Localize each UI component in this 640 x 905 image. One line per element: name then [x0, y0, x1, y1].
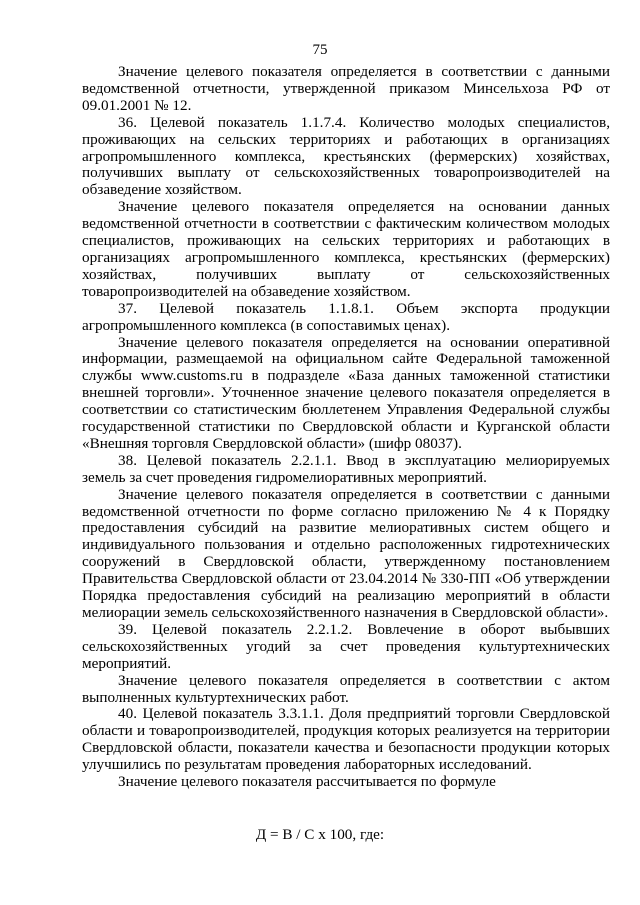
paragraph: Значение целевого показателя определяется на основании оперативной информации, размещаемой на официальном сайте Федеральной таможенной службы www.customs.ru в подразделе «База данных таможенной статистики внешней торговли». Уточненное значение целевого показателя определяется в соответствии со статистическим бюллетенем Управления Федеральной службы государственной статистики по Свердловской области и Курганской области «Внешняя торговля Свердловской области» (шифр 08037). — [82, 333, 610, 452]
paragraph: Значение целевого показателя определяется на основании данных ведомственной отчетности в соответствии с фактическим количеством молодых специалистов, проживающих на сельских территориях и работающих в организациях агропромышленного комплекса, крестьянских (фермерских) хозяйствах, получивших выплату от сельскохозяйственных товаропроизводителей на обзаведение хозяйством. — [82, 198, 610, 300]
paragraph: 39. Целевой показатель 2.2.1.2. Вовлечение в оборот выбывших сельскохозяйственных угодий за счет проведения культуртехнических мероприятий. — [82, 620, 610, 672]
page-number: 75 — [312, 42, 328, 58]
paragraph: 38. Целевой показатель 2.2.1.1. Ввод в эксплуатацию мелиорируемых земель за счет проведения гидромелиоративных мероприятий. — [82, 451, 610, 486]
paragraph: 37. Целевой показатель 1.1.8.1. Объем экспорта продукции агропромышленного комплекса (в сопоставимых ценах). — [82, 299, 610, 334]
paragraph: Значение целевого показателя определяется в соответствии с актом выполненных культуртехнических работ. — [82, 671, 610, 706]
paragraph: Значение целевого показателя определяется в соответствии с данными ведомственной отчетности по форме согласно приложению № 4 к Порядку предоставления субсидий на развитие мелиоративных систем общего и индивидуального пользования и отдельно расположенных гидротехнических сооружений в Свердловской области, утвержденному постановлением Правительства Свердловской области от 23.04.2014 № 330-ПП «Об утверждении Порядка предоставления субсидий на реализацию мероприятий в области мелиорации земель сельскохозяйственного назначения в Свердловской области». — [82, 485, 610, 621]
paragraph: 36. Целевой показатель 1.1.7.4. Количество молодых специалистов, проживающих на сельских территориях и работающих в организациях агропромышленного комплекса, крестьянских (фермерских) хозяйствах, получивших выплату от сельскохозяйственных товаропроизводителей на обзаведение хозяйством. — [82, 113, 610, 199]
paragraph: Значение целевого показателя рассчитывается по формуле — [118, 773, 496, 791]
paragraph: Значение целевого показателя определяется в соответствии с данными ведомственной отчетности, утвержденной приказом Минсельхоза РФ от 09.01.2001 № 12. — [82, 63, 610, 114]
paragraph: 40. Целевой показатель 3.3.1.1. Доля предприятий торговли Свердловской области и товаропроизводителей, продукция которых реализуется на территории Свердловской области, показатели качества и безопасности продукции которых улучшились по результатам проведения лабораторных исследований. — [82, 705, 610, 774]
formula: Д = В / С х 100, где: — [255, 826, 385, 843]
document-body — [82, 64, 610, 791]
